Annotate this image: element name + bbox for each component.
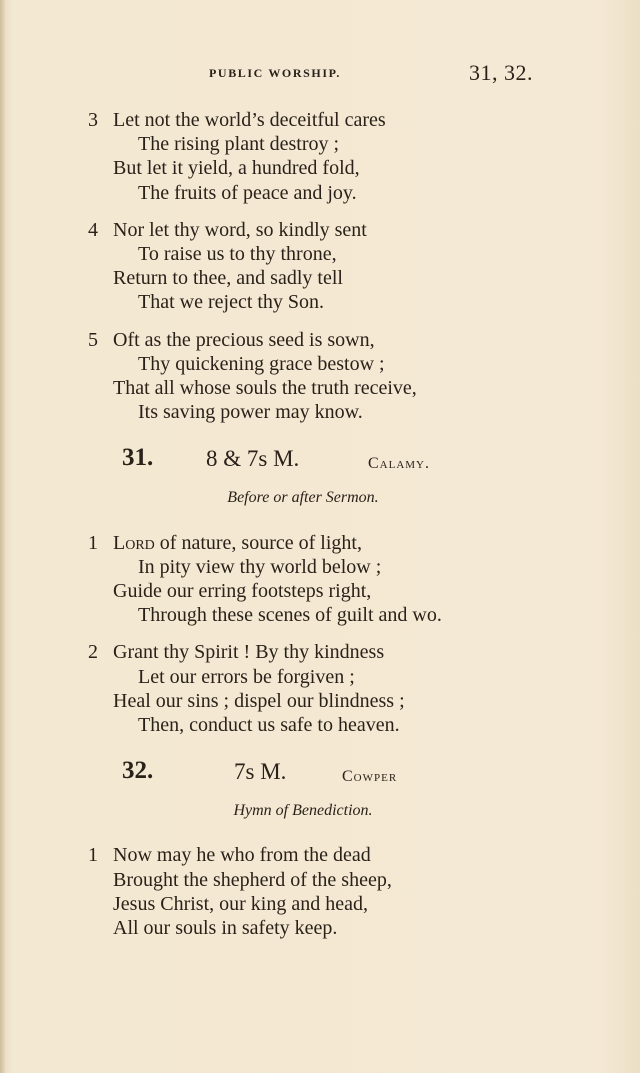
verse-line: But let it yield, a hundred fold,: [113, 157, 360, 180]
hymn-tune: Cowper: [342, 768, 398, 786]
stanza-number: 3: [88, 109, 98, 131]
verse-line: Let our errors be forgiven ;: [138, 665, 355, 688]
verse-line: Oft as the precious seed is sown,: [113, 328, 375, 351]
hymn-occasion: Hymn of Benediction.: [233, 802, 373, 820]
verse-first-word: Lord: [113, 531, 155, 554]
page-number: 31, 32.: [469, 60, 533, 85]
hymn-tune: Calamy.: [368, 455, 431, 473]
verse-line: In pity view thy world below ;: [138, 555, 382, 578]
stanza-number: 1: [88, 531, 98, 554]
verse-line: To raise us to thy throne,: [138, 243, 337, 266]
hymn-32-heading: [88, 759, 608, 789]
verse-line: Its saving power may know.: [138, 401, 363, 424]
hymn-31-stanza-1: [88, 531, 608, 628]
hymn-text: [88, 108, 608, 953]
page-header: [0, 60, 640, 90]
verse-line: Now may he who from the dead: [113, 844, 371, 867]
hymn-occasion: Before or after Sermon.: [227, 489, 379, 507]
stanza-number: 2: [88, 641, 98, 664]
hymn-number: 31.: [122, 444, 154, 472]
verse-line: Jesus Christ, our king and head,: [113, 892, 368, 915]
verse-line: Nor let thy word, so kindly sent: [113, 218, 367, 241]
verse-line: All our souls in safety keep.: [113, 917, 338, 940]
hymn-meter: 8 & 7s M.: [206, 446, 300, 472]
verse-line: The rising plant destroy ;: [138, 133, 340, 156]
verse-line: That we reject thy Son.: [138, 291, 325, 314]
hymn-31-heading: [88, 446, 608, 476]
hymn-31-stanza-2: [88, 640, 608, 737]
stanza-number: 5: [88, 328, 98, 351]
verse-line: of nature, source of light,: [154, 531, 362, 554]
verse-line: Grant thy Spirit ! By thy kindness: [113, 641, 385, 664]
verse-line: Then, conduct us safe to heaven.: [138, 714, 400, 737]
hymn-32-stanza-1: [88, 843, 608, 940]
verse-line: Thy quickening grace bestow ;: [138, 352, 385, 375]
page-edge-shadow: [0, 0, 6, 1073]
verse-line: That all whose souls the truth receive,: [113, 377, 417, 400]
stanza-3: [88, 108, 608, 205]
verse-line: Brought the shepherd of the sheep,: [113, 868, 392, 891]
verse-line: The fruits of peace and joy.: [138, 181, 357, 204]
stanza-5: [88, 328, 608, 425]
stanza-number: 1: [88, 844, 98, 867]
stanza-4: [88, 218, 608, 315]
running-title: PUBLIC WORSHIP.: [209, 66, 342, 80]
verse-line: Heal our sins ; dispel our blindness ;: [113, 689, 405, 712]
verse-line: Let not the world’s deceitful cares: [113, 109, 386, 131]
stanza-number: 4: [88, 218, 98, 241]
verse-line: Return to thee, and sadly tell: [113, 267, 343, 290]
verse-line: Guide our erring footsteps right,: [113, 580, 372, 603]
verse-line: Through these scenes of guilt and wo.: [138, 604, 442, 627]
hymn-meter: 7s M.: [234, 759, 287, 785]
hymn-number: 32.: [122, 757, 154, 785]
